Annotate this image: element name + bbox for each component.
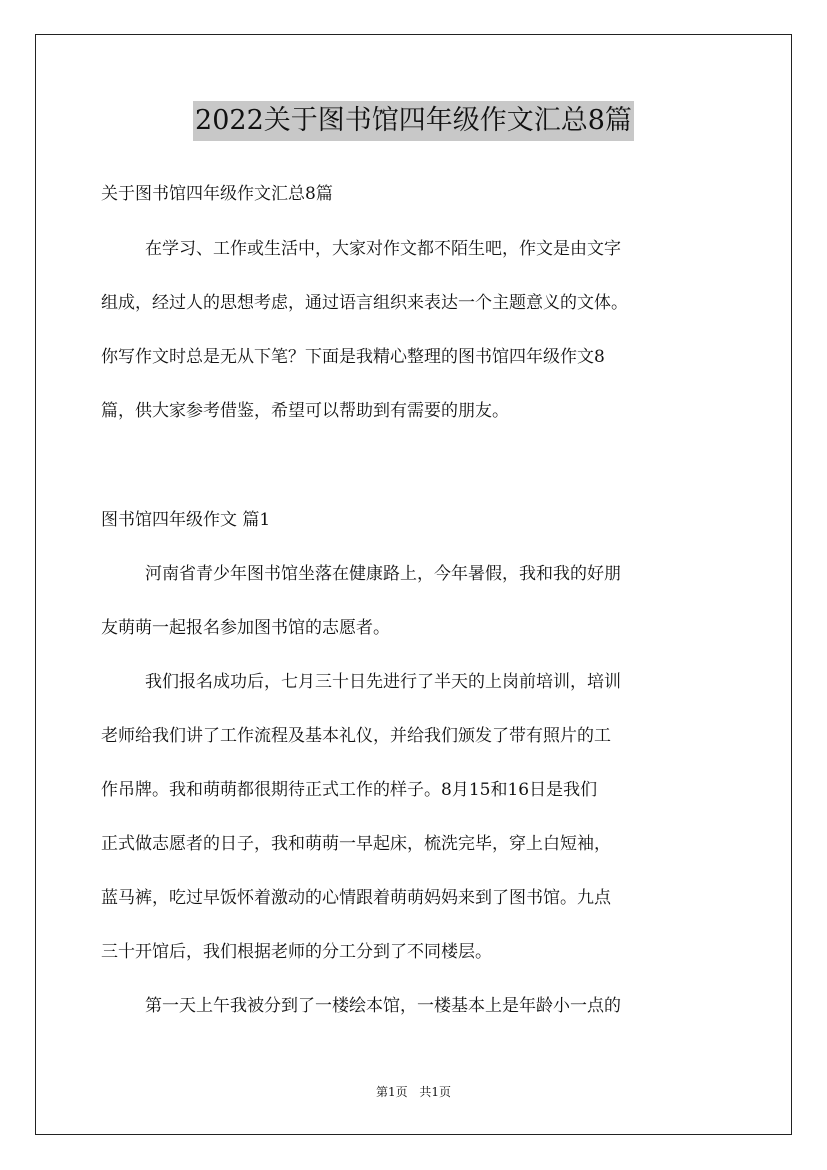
paragraph-2-line-5: 蓝马裤，吃过早饭怀着激动的心情跟着萌萌妈妈来到了图书馆。九点 [101,888,611,908]
page-footer [0,1084,827,1100]
page-total: 共1页 [419,1085,452,1099]
paragraph-2-line-4: 正式做志愿者的日子，我和萌萌一早起床，梳洗完毕，穿上白短袖， [101,834,611,854]
intro-paragraph-line-4: 篇，供大家参考借鉴，希望可以帮助到有需要的朋友。 [101,401,509,421]
intro-paragraph-line-3: 你写作文时总是无从下笔？下面是我精心整理的图书馆四年级作文8 [101,347,605,367]
paragraph-3-line-1: 第一天上午我被分到了一楼绘本馆，一楼基本上是年龄小一点的 [145,996,621,1016]
intro-paragraph-line-2: 组成，经过人的思想考虑，通过语言组织来表达一个主题意义的文体。 [101,293,628,313]
paragraph-1-line-2: 友萌萌一起报名参加图书馆的志愿者。 [101,618,390,638]
document-title: 2022关于图书馆四年级作文汇总8篇 [193,101,634,141]
paragraph-2-line-2: 老师给我们讲了工作流程及基本礼仪，并给我们颁发了带有照片的工 [101,726,611,746]
paragraph-1-line-1: 河南省青少年图书馆坐落在健康路上，今年暑假，我和我的好朋 [145,564,621,584]
paragraph-2-line-1: 我们报名成功后，七月三十日先进行了半天的上岗前培训，培训 [145,672,621,692]
intro-paragraph-line-1: 在学习、工作或生活中，大家对作文都不陌生吧，作文是由文字 [145,239,621,259]
page-number: 第1页 [375,1085,408,1099]
title-container [0,101,827,141]
paragraph-2-line-3: 作吊牌。我和萌萌都很期待正式工作的样子。8月15和16日是我们 [101,780,598,800]
subtitle-line: 关于图书馆四年级作文汇总8篇 [101,184,333,204]
paragraph-2-line-6: 三十开馆后，我们根据老师的分工分到了不同楼层。 [101,942,492,962]
section-heading: 图书馆四年级作文 篇1 [101,510,271,530]
